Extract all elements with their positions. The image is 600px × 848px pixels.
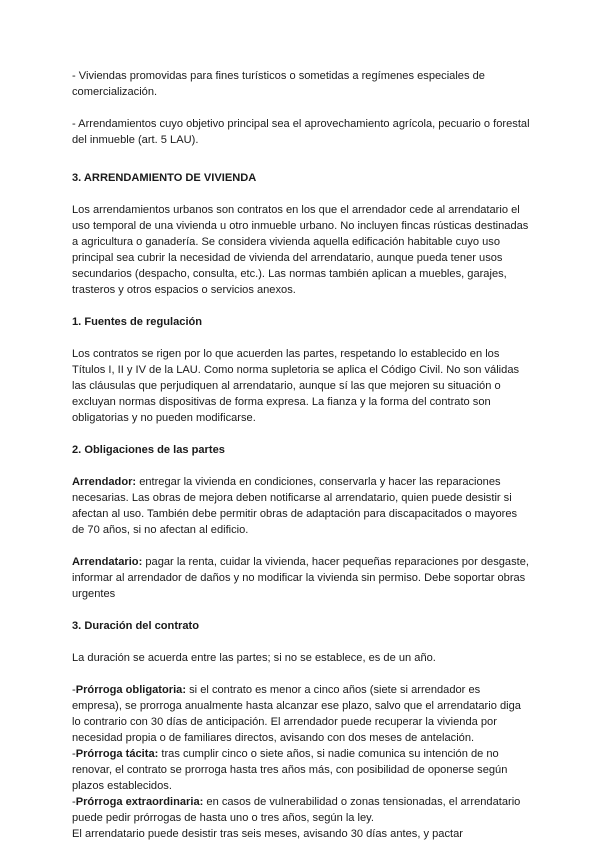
- prorroga-obligatoria-label: Prórroga obligatoria:: [75, 684, 187, 696]
- prorroga-tacita-paragraph: [72, 746, 530, 794]
- prorroga-extraordinaria-prefix: -: [72, 796, 76, 808]
- prorroga-extraordinaria-text: en casos de vulnerabilidad o zonas tensionadas, el arrendatario puede pedir prórrogas de hasta uno o tres años, según la ley.: [72, 796, 521, 824]
- list-item-agricultural-lease: - Arrendamientos cuyo objetivo principal sea el aprovechamiento agrícola, pecuario o forestal del inmueble (art. 5 LAU).: [72, 118, 530, 146]
- list-item-tourist-housing: - Viviendas promovidas para fines turísticos o sometidas a regímenes especiales de comercialización.: [72, 70, 485, 98]
- subheading-duracion: 3. Duración del contrato: [72, 620, 199, 632]
- prorroga-extraordinaria-label: Prórroga extraordinaria:: [75, 796, 204, 808]
- arrendatario-text: pagar la renta, cuidar la vivienda, hacer pequeñas reparaciones por desgaste, informar al arrendador de daños y no modificar la vivienda sin permiso. Debe soportar obras urgentes: [72, 556, 529, 600]
- prorroga-obligatoria-text: si el contrato es menor a cinco años (siete si arrendador es empresa), se prorroga anualmente hasta alcanzar ese plazo, salvo que el arrendatario diga lo contrario con 30 días de anticipación. El arrendador puede recuperar la vivienda por necesidad propia o de familiares directos, avisando con dos meses de antelación.: [72, 684, 521, 744]
- arrendador-label: Arrendador:: [72, 476, 137, 488]
- arrendatario-paragraph: [72, 554, 530, 602]
- prorroga-tacita-text: tras cumplir cinco o siete años, si nadie comunica su intención de no renovar, el contrato se prorroga hasta tres años más, con posibilidad de oponerse según plazos establecidos.: [72, 748, 508, 792]
- section-intro-paragraph: Los arrendamientos urbanos son contratos en los que el arrendador cede al arrendatario el uso temporal de una vivienda u otro inmueble urbano. No incluyen fincas rústicas destinadas a agricultura o ganadería. Se considera vivienda aquella edificación habitable cuyo uso principal sea cubrir la necesidad de vivienda del arrendatario, aunque pueda tener usos secundarios (despacho, consulta, etc.). Las normas también aplican a muebles, garajes, trasteros y otros espacios o servicios anexos.: [72, 204, 529, 296]
- prorroga-obligatoria-paragraph: [72, 682, 530, 746]
- desistimiento-paragraph: El arrendatario puede desistir tras seis meses, avisando 30 días antes, y pactar: [72, 828, 463, 840]
- arrendador-paragraph: [72, 474, 530, 538]
- section-heading-arrendamiento: 3. ARRENDAMIENTO DE VIVIENDA: [72, 172, 257, 184]
- fuentes-paragraph: Los contratos se rigen por lo que acuerden las partes, respetando lo establecido en los Títulos I, II y IV de la LAU. Como norma supletoria se aplica el Código Civil. No son válidas las cláusulas que perjudiquen al arrendatario, aunque sí las que mejoren su situación o excluyan normas dispositivas de forma expresa. La fianza y la forma del contrato son obligatorias y no pueden modificarse.: [72, 348, 520, 424]
- subheading-obligaciones: 2. Obligaciones de las partes: [72, 444, 225, 456]
- prorroga-tacita-label: Prórroga tácita:: [75, 748, 159, 760]
- subheading-fuentes: 1. Fuentes de regulación: [72, 316, 203, 328]
- arrendador-text: entregar la vivienda en condiciones, conservarla y hacer las reparaciones necesarias. Las obras de mejora deben notificarse al arrendatario, quien puede desistir si afectan al uso. También debe permitir obras de adaptación para discapacitados o mayores de 70 años, si no afectan al edificio.: [72, 476, 518, 536]
- prorroga-tacita-prefix: -: [72, 748, 76, 760]
- prorroga-extraordinaria-paragraph: [72, 794, 530, 826]
- arrendatario-label: Arrendatario:: [72, 556, 143, 568]
- duracion-intro: La duración se acuerda entre las partes; si no se establece, es de un año.: [72, 652, 436, 664]
- prorroga-obligatoria-prefix: -: [72, 684, 76, 696]
